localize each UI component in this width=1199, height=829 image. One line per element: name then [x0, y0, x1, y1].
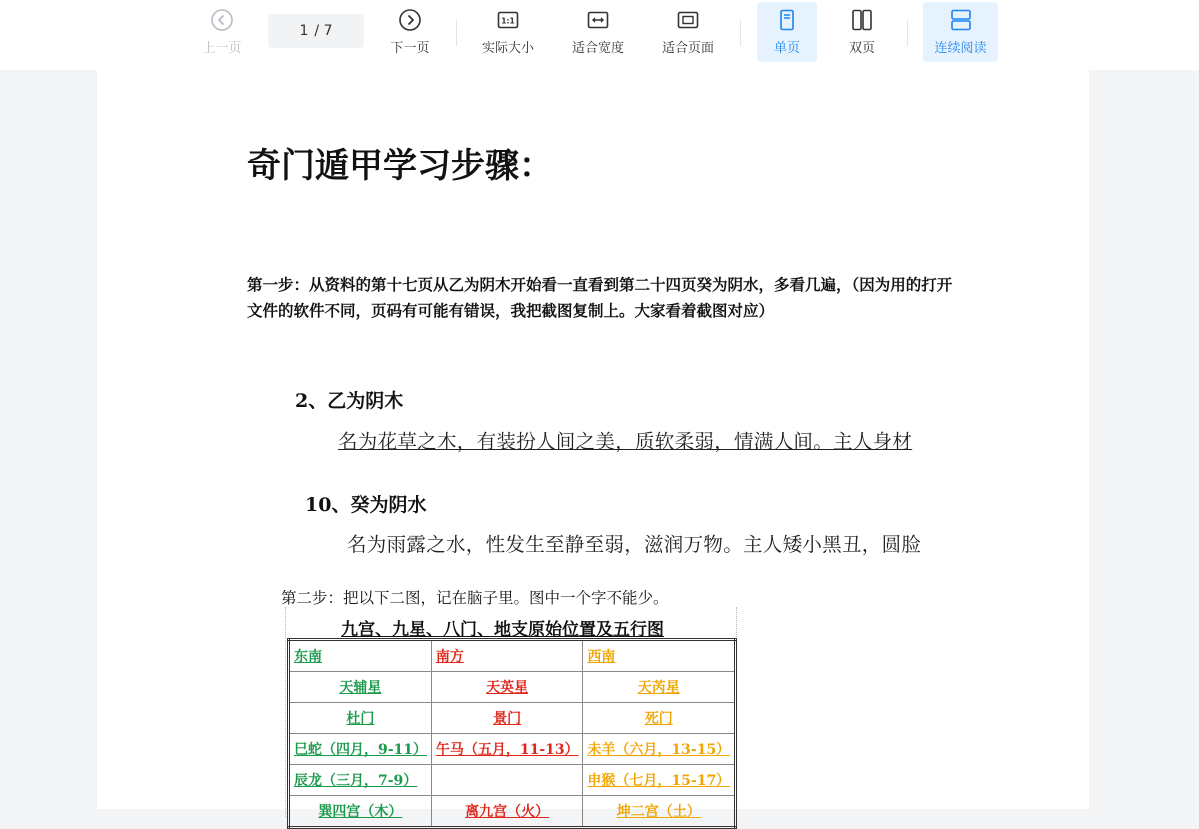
table-caption: 九宫、九星、八门、地支原始位置及五行图 — [341, 620, 664, 640]
table-row — [289, 640, 736, 672]
toolbar-divider — [740, 20, 741, 46]
table-cell: 天辅星 — [289, 672, 432, 703]
continuous-reading-label: 连续阅读 — [934, 41, 987, 56]
double-page-button[interactable] — [832, 2, 892, 62]
table-cell: 景门 — [431, 703, 583, 734]
step-two-paragraph: 第二步：把以下二图，记在脑子里。图中一个字不能少。 — [281, 589, 669, 607]
step-one-paragraph: 第一步：从资料的第十七页从乙为阴木开始看一直看到第二十四页癸为阴水，多看几遍，（因为用的打开文件的软件不同，页码有可能有错误，我把截图复制上。大家看着截图对应） — [247, 275, 953, 320]
prev-page-label: 上一页 — [202, 41, 242, 56]
continuous-reading-button[interactable] — [923, 2, 998, 62]
table-cell: 离九宫（火） — [431, 796, 583, 828]
single-page-icon — [775, 8, 799, 32]
table-cell: 南方 — [431, 640, 583, 672]
next-page-label: 下一页 — [390, 41, 430, 56]
page-indicator[interactable] — [268, 14, 364, 48]
fit-page-label: 适合页面 — [661, 41, 714, 56]
fit-page-button[interactable] — [654, 2, 722, 62]
table-row — [289, 703, 736, 734]
table-cell: 天英星 — [431, 672, 583, 703]
table-cell: 杜门 — [289, 703, 432, 734]
nine-palaces-table — [287, 638, 737, 829]
fit-width-label: 适合宽度 — [571, 41, 624, 56]
prev-page-button[interactable] — [196, 2, 248, 62]
table-cell — [431, 765, 583, 796]
document-page — [97, 70, 1089, 820]
table-row — [289, 672, 736, 703]
heading-gui-water: 10、癸为阴水 — [305, 494, 427, 516]
table-cell: 未羊（六月，13-15） — [583, 734, 736, 765]
table-cell: 天芮星 — [583, 672, 736, 703]
actual-size-icon — [496, 8, 520, 32]
single-page-button[interactable] — [757, 2, 817, 62]
fit-width-icon — [586, 8, 610, 32]
page-total: / 7 — [314, 23, 333, 39]
next-page-button[interactable] — [384, 2, 436, 62]
viewer-toolbar — [0, 0, 1199, 70]
continuous-reading-icon — [949, 8, 973, 32]
single-page-label: 单页 — [773, 41, 800, 56]
table-cell: 午马（五月，11-13） — [431, 734, 583, 765]
heading-yi-wood: 2、乙为阴木 — [295, 390, 404, 412]
actual-size-label: 实际大小 — [481, 41, 534, 56]
chevron-left-circle-icon — [210, 8, 234, 32]
table-cell: 坤二宫（土） — [583, 796, 736, 828]
actual-size-button[interactable] — [474, 2, 542, 62]
table-row — [289, 796, 736, 828]
page-current[interactable]: 1 — [299, 23, 309, 39]
table-row — [289, 734, 736, 765]
table-cell: 死门 — [583, 703, 736, 734]
double-page-icon — [850, 8, 874, 32]
doc-title: 奇门遁甲学习步骤： — [247, 146, 553, 186]
quote-yi-wood: 名为花草之木，有装扮人间之美，质软柔弱，情满人间。主人身材 — [338, 430, 913, 453]
table-cell: 巽四宫（木） — [289, 796, 432, 828]
fit-page-icon — [676, 8, 700, 32]
svg-text:1:1: 1:1 — [501, 16, 515, 26]
table-cell: 辰龙（三月，7-9） — [289, 765, 432, 796]
table-cell: 巳蛇（四月，9-11） — [289, 734, 432, 765]
table-cell: 西南 — [583, 640, 736, 672]
table-row — [289, 765, 736, 796]
table-cell: 申猴（七月，15-17） — [583, 765, 736, 796]
toolbar-divider — [907, 20, 908, 46]
double-page-label: 双页 — [848, 41, 875, 56]
chevron-right-circle-icon — [398, 8, 422, 32]
toolbar-divider — [456, 20, 457, 46]
quote-gui-water: 名为雨露之水，性发生至静至弱，滋润万物。主人矮小黑丑，圆脸 — [347, 533, 922, 556]
fit-width-button[interactable] — [564, 2, 632, 62]
table-cell: 东南 — [289, 640, 432, 672]
